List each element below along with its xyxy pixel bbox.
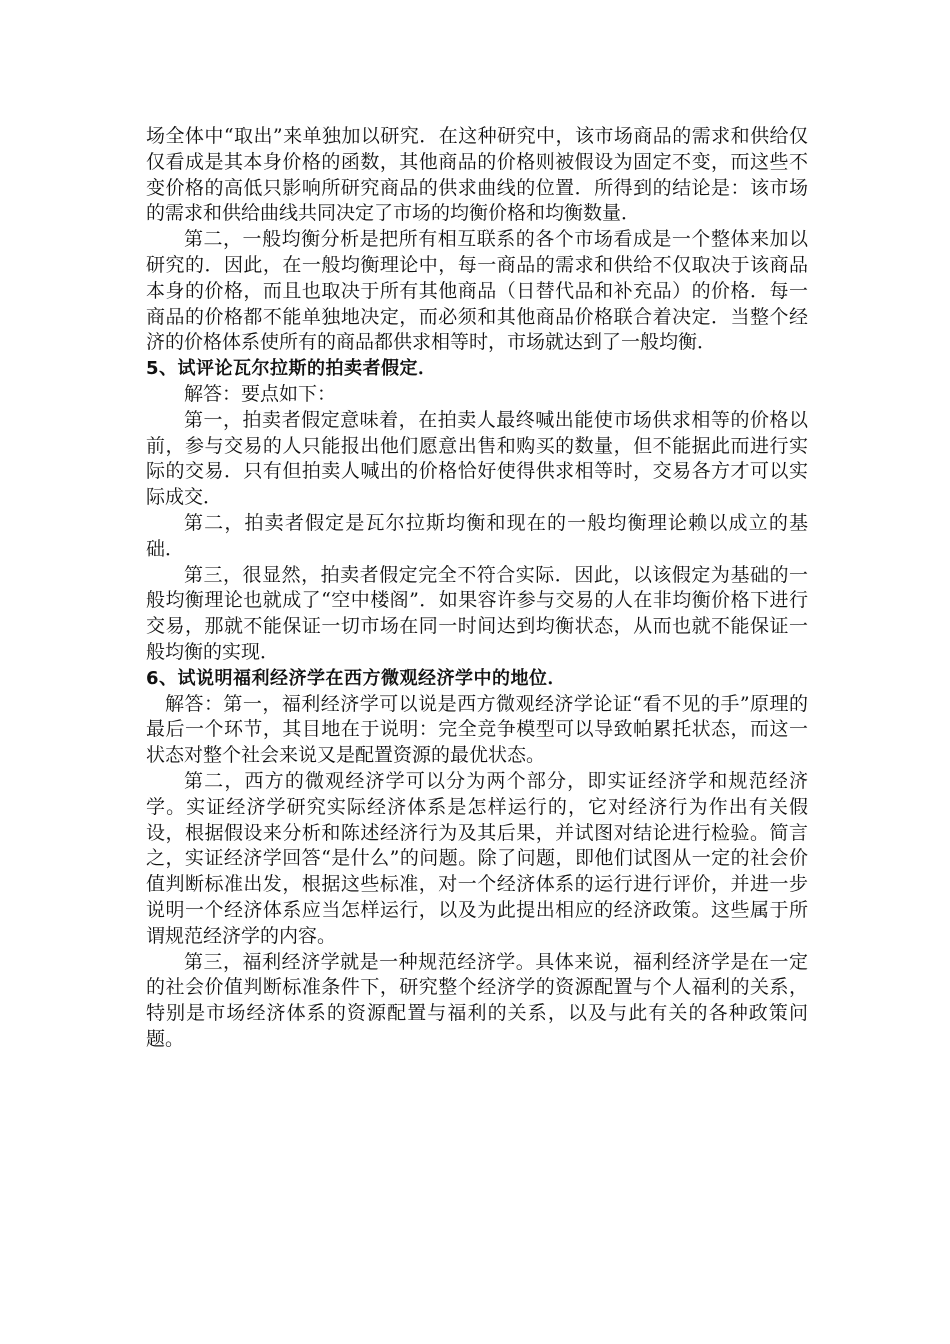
- paragraph-partial-equilibrium: 场全体中“取出”来单独加以研究．在这种研究中，该市场商品的需求和供给仅仅看成是其本身价格的函数，其他商品的价格则被假设为固定不变，而这些不变价格的高低只影响所研究商品的供求曲线的位置．所得到的结论是：该市场的需求和供给曲线共同决定了市场的均衡价格和均衡数量．: [146, 125, 808, 225]
- answer-6-point-2: 第二，西方的微观经济学可以分为两个部分，即实证经济学和规范经济学。实证经济学研究实际经济体系是怎样运行的，它对经济行为作出有关假设，根据假设来分析和陈述经济行为及其后果，并试图对结论进行检验。简言之，实证经济学回答“是什么”的问题。除了问题，即他们试图从一定的社会价值判断标准出发，根据这些标准，对一个经济体系的运行进行评价，并进一步说明一个经济体系应当怎样运行，以及为此提出相应的经济政策。这些属于所谓规范经济学的内容。: [146, 769, 808, 947]
- question-6-heading: 6、试说明福利经济学在西方微观经济学中的地位．: [146, 667, 567, 689]
- answer-6-point-3: 第三，福利经济学就是一种规范经济学。具体来说，福利经济学是在一定的社会价值判断标准条件下，研究整个经济学的资源配置与个人福利的关系，特别是市场经济体系的资源配置与福利的关系，以及与此有关的各种政策问题。: [146, 950, 808, 1050]
- answer-5-point-2: 第二，拍卖者假定是瓦尔拉斯均衡和现在的一般均衡理论赖以成立的基础．: [146, 511, 808, 560]
- answer-5-point-1: 第一，拍卖者假定意味着，在拍卖人最终喊出能使市场供求相等的价格以前，参与交易的人只能报出他们愿意出售和购买的数量，但不能据此而进行实际的交易．只有但拍卖人喊出的价格恰好使得供求相等时，交易各方才可以实际成交．: [146, 408, 808, 509]
- answer-5-intro: 解答：要点如下：: [184, 382, 337, 405]
- question-5-heading: 5、试评论瓦尔拉斯的拍卖者假定．: [146, 358, 437, 380]
- answer-6-point-1: 解答：第一，福利经济学可以说是西方微观经济学论证“看不见的手”原理的最后一个环节，其目地在于说明：完全竞争模型可以导致帕累托状态，而这一状态对整个社会来说又是配置资源的最优状态。: [146, 692, 808, 767]
- paragraph-general-equilibrium: 第二，一般均衡分析是把所有相互联系的各个市场看成是一个整体来加以研究的．因此，在一般均衡理论中，每一商品的需求和供给不仅取决于该商品本身的价格，而且也取决于所有其他商品（日替代品和补充品）的价格．每一商品的价格都不能单独地决定，而必须和其他商品价格联合着决定．当整个经济的价格体系使所有的商品都供求相等时，市场就达到了一般均衡．: [146, 228, 808, 354]
- document-page: [146, 124, 808, 1053]
- answer-5-point-3: 第三，很显然，拍卖者假定完全不符合实际．因此，以该假定为基础的一般均衡理论也就成了“空中楼阁”．如果容许参与交易的人在非均衡价格下进行交易，那就不能保证一切市场在同一时间达到均衡状态，从而也就不能保证一般均衡的实现．: [146, 563, 808, 663]
